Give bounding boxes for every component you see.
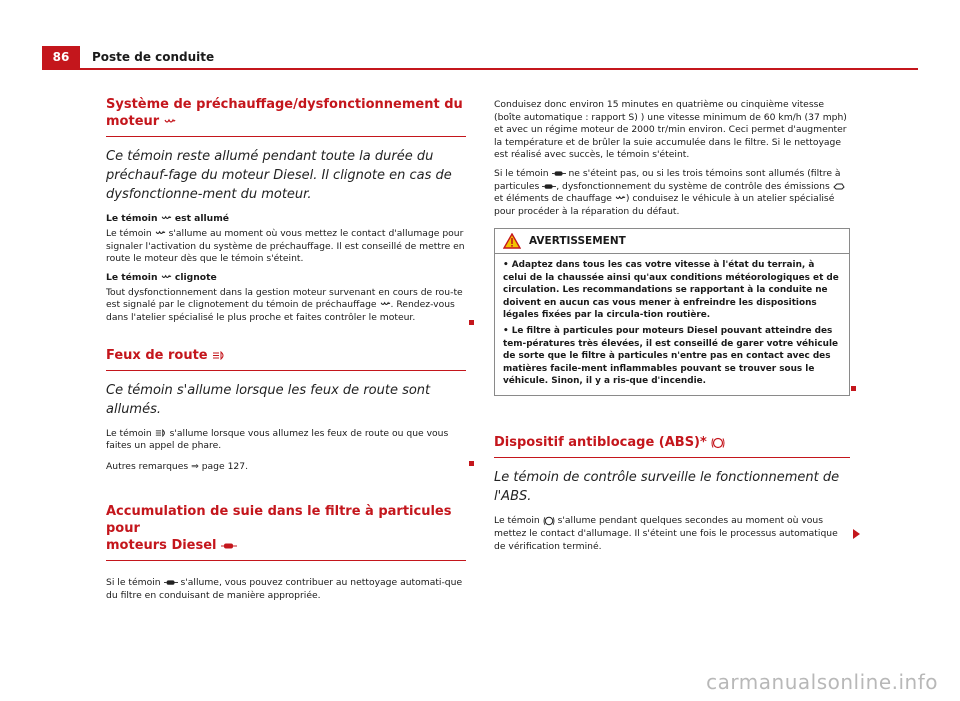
sub-text: Le témoin bbox=[106, 213, 158, 224]
text-fragment: . Rendez-vous dans l'atelier spécialisé le plus proche et faites contrôler le moteur. bbox=[106, 299, 455, 323]
glow-plug-icon bbox=[164, 118, 176, 126]
warning-body bbox=[495, 254, 849, 387]
warning-header bbox=[495, 229, 849, 254]
para-three-lights bbox=[494, 168, 850, 218]
bullet-text: Le filtre à particules pour moteurs Diesel pouvant atteindre des tem-pératures très élevées, il est conseillé de garer votre véhicule de sorte que le filtre à particules n'entre pas en contact avec des matières facile-ment inflammables pouvant se trouver sous le véhicule. Sinon, il y a ris-que d'incendie. bbox=[503, 326, 839, 386]
sub-text: clignote bbox=[174, 271, 217, 283]
page-number bbox=[42, 46, 80, 68]
section-end-marker bbox=[469, 320, 474, 325]
text-fragment: s'allume, vous pouvez contribuer au nettoyage automati-que du filtre en conduisant de manière appropriée. bbox=[106, 577, 463, 601]
page-number-text: 86 bbox=[52, 50, 70, 64]
particle-filter-icon bbox=[221, 542, 237, 550]
para-other-remarks bbox=[106, 461, 466, 474]
section-title-soot bbox=[106, 503, 466, 561]
abs-icon bbox=[543, 516, 555, 526]
text-fragment: Le témoin bbox=[494, 515, 540, 527]
subheading-on bbox=[106, 213, 466, 224]
bullet: • bbox=[503, 326, 509, 337]
lead-high-beam: Ce témoin s'allume lorsque les feux de route sont allumés. bbox=[106, 382, 431, 417]
warning-triangle-icon bbox=[503, 233, 521, 249]
warning-bullet-1 bbox=[503, 259, 841, 321]
warning-title: AVERTISSEMENT bbox=[529, 235, 626, 248]
warning-bullet-2 bbox=[503, 325, 841, 387]
para-preheating-on bbox=[106, 228, 466, 266]
text-fragment: , dysfonctionnement du système de contrôle des émissions bbox=[556, 180, 830, 192]
text-fragment: et éléments de chauffage bbox=[494, 193, 612, 205]
text-fragment: Si le témoin bbox=[494, 167, 549, 179]
glow-plug-icon bbox=[161, 274, 172, 281]
section-end-marker bbox=[469, 461, 474, 466]
section-title-abs bbox=[494, 434, 850, 458]
glow-plug-icon bbox=[615, 195, 626, 202]
glow-plug-icon bbox=[380, 301, 391, 308]
section-title-text: Dispositif antiblocage (ABS)* bbox=[494, 435, 707, 451]
text-fragment: Autres remarques bbox=[106, 460, 189, 472]
emission-icon bbox=[833, 182, 845, 190]
chapter-title: Poste de conduite bbox=[92, 50, 215, 64]
sub-text: Le témoin bbox=[106, 271, 158, 283]
page-ref-arrow: ⇒ bbox=[191, 460, 199, 472]
section-title-text: Accumulation de suie dans le filtre à particules pour bbox=[106, 504, 452, 537]
header-rule bbox=[42, 68, 918, 70]
warning-box bbox=[494, 228, 850, 396]
right-column bbox=[494, 99, 850, 559]
subheading-blinks bbox=[106, 272, 466, 283]
text-fragment: ) conduisez le véhicule à un atelier spécialisé pour procéder à la réparation du défaut. bbox=[494, 193, 835, 217]
particle-filter-icon bbox=[552, 170, 566, 177]
text-fragment: Si le témoin bbox=[106, 577, 161, 589]
text-fragment: Tout dysfonctionnement dans la gestion moteur survenant en cours de rou-te est signalé par le clignotement du témoin de préchauffage bbox=[106, 286, 463, 311]
para-soot bbox=[106, 577, 466, 602]
section-title-preheating bbox=[106, 96, 466, 137]
bullet-text: Adaptez dans tous les cas votre vitesse à l'état du terrain, à celui de la chaussée ainsi qu'aux conditions météorologiques et de circulation. Les recommandations se rapportant à la conduite ne doivent en aucun cas vous mener à enfreindre les dispositions légales fixées par la circula-tion routière. bbox=[503, 260, 839, 320]
para-driving-instructions: Conduisez donc environ 15 minutes en quatrième ou cinquième vitesse (boîte automatique : rapport S) ) une vitesse minimum de 60 km/h (37 mph) et avec un régime moteur de 2000 tr/min environ. Ceci permet d'augmenter la température et de brûler la suie accumulée dans le filtre. Si le nettoyage est réalisé avec succès, le témoin s'éteint. bbox=[494, 99, 847, 161]
lead-abs: Le témoin de contrôle surveille le fonctionnement de l'ABS. bbox=[494, 470, 840, 505]
particle-filter-icon bbox=[542, 183, 556, 190]
lead-preheating: Ce témoin reste allumé pendant toute la durée du préchauf-fage du moteur Diesel. Il clignote en cas de dysfonctionne-ment du moteur. bbox=[106, 149, 452, 202]
section-end-marker bbox=[851, 386, 856, 391]
section-title-text: Feux de route bbox=[106, 347, 208, 363]
text-fragment: s'allume pendant quelques secondes au moment où vous mettez le contact d'allumage. Il s'éteint une fois le processus automatique de vérification terminé. bbox=[494, 515, 838, 552]
para-preheating-blinks bbox=[106, 287, 466, 325]
bullet: • bbox=[503, 260, 509, 271]
section-title-text: Système de préchauffage/dysfonctionnement du moteur bbox=[106, 97, 463, 129]
text-fragment: Le témoin bbox=[106, 427, 152, 439]
text-fragment: ne s'éteint pas, ou si les trois témoins sont allumés (filtre à particules bbox=[494, 167, 841, 192]
glow-plug-icon bbox=[155, 230, 166, 237]
para-high-beam bbox=[106, 428, 466, 453]
sub-text: est allumé bbox=[174, 213, 230, 224]
para-abs bbox=[494, 515, 850, 553]
continue-arrow-icon bbox=[853, 529, 860, 539]
particle-filter-icon bbox=[164, 579, 178, 586]
glow-plug-icon bbox=[161, 215, 172, 222]
high-beam-icon bbox=[155, 429, 167, 437]
abs-icon bbox=[711, 437, 725, 449]
section-title-high-beam bbox=[106, 347, 466, 371]
section-title-text: moteurs Diesel bbox=[106, 538, 217, 554]
page-ref-link[interactable]: page 127. bbox=[201, 460, 249, 472]
text-fragment: s'allume lorsque vous allumez les feux de route ou que vous faites un appel de phare. bbox=[106, 427, 449, 452]
high-beam-icon bbox=[212, 351, 226, 360]
watermark: carmanualsonline.info bbox=[706, 670, 938, 694]
text-fragment: Le témoin bbox=[106, 228, 152, 239]
text-fragment: s'allume au moment où vous mettez le contact d'allumage pour signaler l'activation du système de préchauffage. Il est conseillé de mettre en route le moteur dès que le témoin s'éteint. bbox=[106, 228, 465, 265]
left-column bbox=[106, 96, 466, 609]
